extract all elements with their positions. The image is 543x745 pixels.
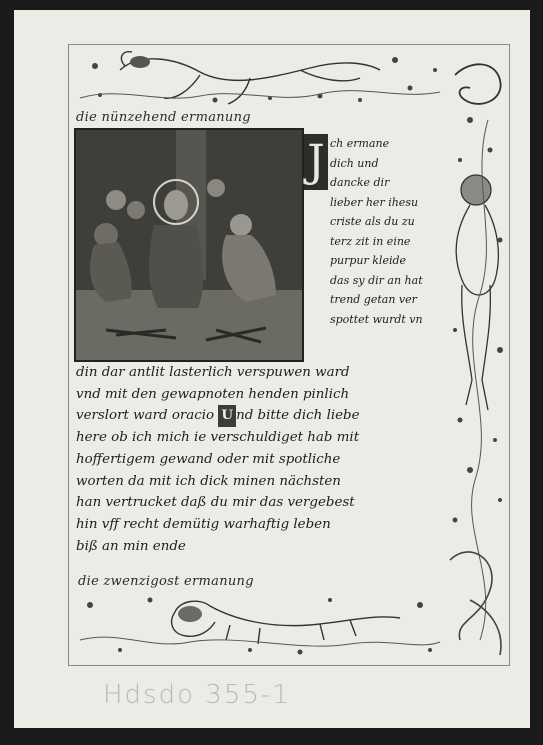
inline-initial: U [218,405,236,427]
miniature-painting [74,128,304,362]
text-line-with-initial [76,405,446,427]
rubric-heading-twentieth: die zwenzigost ermanung [78,574,254,589]
text-line: han vertrucket daß du mir das vergebest [76,495,355,511]
rubric-heading-nineteenth: die nünzehend ermanung [76,110,251,125]
top-beast-drawing [120,52,380,104]
text-line: lieber her ihesu [330,195,419,209]
text-line: here ob ich mich ie verschuldiget hab mit [76,430,360,446]
pencil-shelfmark: Hdsdo 355-1 [103,680,291,710]
bottom-weasel-drawing [172,601,400,644]
text-line: ch ermane [330,137,390,150]
bottom-vine-drawing [80,637,440,646]
text-line: spottet wurdt vn [330,312,423,326]
text-line: hoffertigem gewand oder mit spotliche [76,451,341,467]
text-segment: verslort ward oracio [76,408,215,424]
text-segment: nd bitte dich liebe [236,408,360,424]
lower-right-acanthus-drawing [450,552,501,655]
text-line: terz zit in eine [330,234,411,248]
text-line: hin vff recht demütig warhaftig leben [76,516,331,532]
miniature-scene-drawing [76,130,302,360]
scan-background [14,728,530,745]
bottom-floral-dots [87,598,432,655]
top-vine-drawing [80,91,440,99]
corner-flourish-drawing [455,64,501,104]
text-line: worten da mit ich dick minen nächsten [76,473,341,489]
text-line: criste als du zu [330,215,415,228]
text-line: din dar antlit lasterlich verspuwen ward [76,365,350,380]
text-line: purpur kleide [330,254,407,267]
text-line: vnd mit den gewapnoten henden pinlich [76,386,350,402]
decorated-initial: J [304,134,328,190]
full-width-text [76,362,446,557]
text-line: trend getan ver [330,293,417,306]
text-line: biß an min ende [76,538,186,554]
grotesque-figure-drawing [456,175,498,410]
text-line: das sy dir an hat [330,273,423,287]
text-line: dich und [330,156,379,170]
column-text [330,134,440,329]
text-line: dancke dir [330,176,390,189]
